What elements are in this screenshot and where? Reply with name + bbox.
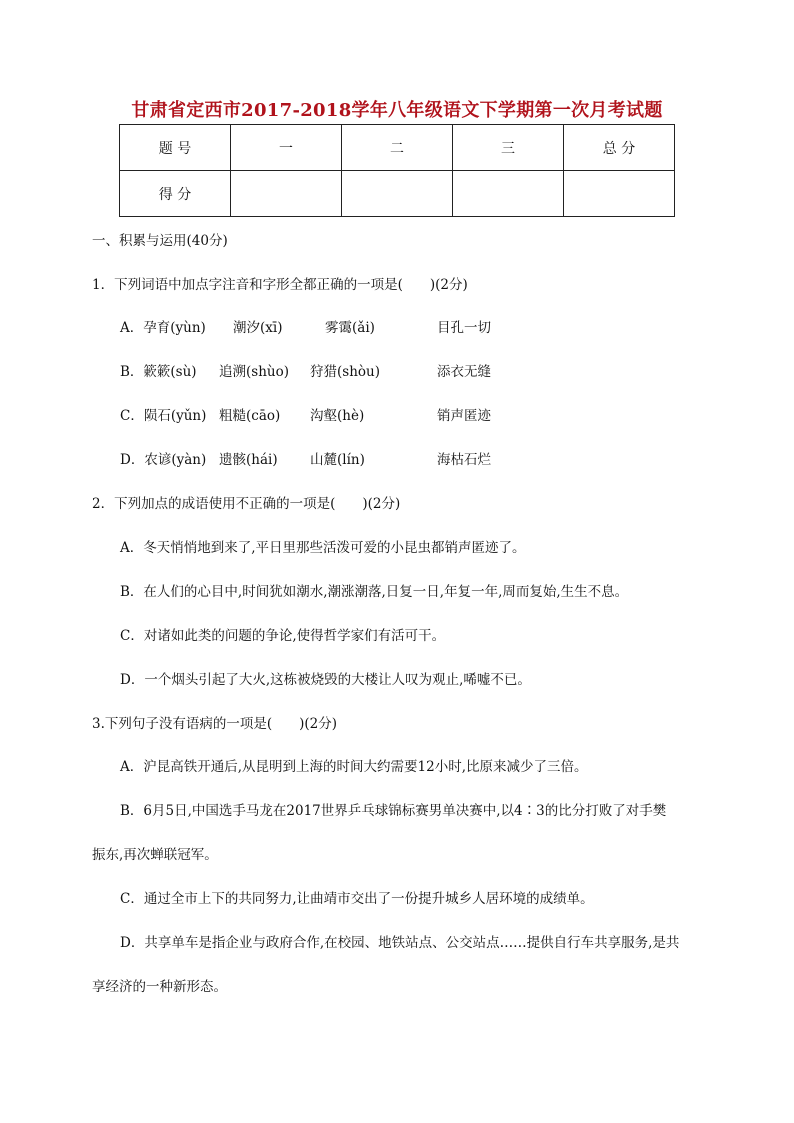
- score-header-cell: 总 分: [564, 125, 675, 171]
- option-word: 潮汐(xī): [233, 320, 283, 336]
- option-word: 遗骸(hái): [219, 452, 278, 468]
- question-3-option-b-continued: 振东,再次蝉联冠军。: [92, 847, 218, 863]
- section-heading: 一、积累与运用(40分): [92, 233, 228, 249]
- question-3-option-c: C．通过全市上下的共同努力,让曲靖市交出了一份提升城乡人居环境的成绩单。: [120, 891, 594, 907]
- score-table: [119, 124, 675, 217]
- score-cell: [564, 171, 675, 217]
- score-header-cell: 一: [231, 125, 342, 171]
- question-3-option-d: D．共享单车是指企业与政府合作,在校园、地铁站点、公交站点……提供自行车共享服务,是共: [120, 935, 680, 951]
- score-cell: [231, 171, 342, 217]
- score-header-cell: 二: [342, 125, 453, 171]
- option-word: D．农谚(yàn): [120, 452, 207, 468]
- question-1-stem: 1．下列词语中加点字注音和字形全都正确的一项是( )(2分): [92, 277, 468, 293]
- option-word: 山麓(lín): [310, 452, 365, 468]
- question-2-option-a: A．冬天悄悄地到来了,平日里那些活泼可爱的小昆虫都销声匿迹了。: [120, 540, 526, 556]
- option-word: 粗糙(cāo): [219, 408, 281, 424]
- option-word: 销声匿迹: [437, 408, 491, 424]
- question-2-option-d: D．一个烟头引起了大火,这栋被烧毁的大楼让人叹为观止,唏嘘不已。: [120, 672, 531, 688]
- option-word: B．簌簌(sù): [120, 364, 197, 380]
- option-word: 沟壑(hè): [310, 408, 365, 424]
- score-cell: [342, 171, 453, 217]
- question-2-stem: 2．下列加点的成语使用不正确的一项是( )(2分): [92, 496, 401, 512]
- question-2-option-c: C．对诸如此类的问题的争论,使得哲学家们有活可干。: [120, 628, 446, 644]
- option-word: 雾霭(ǎi): [325, 320, 375, 336]
- question-2-option-b: B．在人们的心目中,时间犹如潮水,潮涨潮落,日复一日,年复一年,周而复始,生生不息。: [120, 584, 629, 600]
- option-word: A．孕育(yùn): [120, 320, 206, 336]
- exam-title: 甘肃省定西市2017-2018学年八年级语文下学期第一次月考试题: [131, 100, 663, 121]
- option-word: C．陨石(yǔn): [120, 408, 207, 424]
- option-word: 狩猎(shòu): [310, 364, 380, 380]
- option-word: 添衣无缝: [437, 364, 491, 380]
- score-header-cell: 三: [453, 125, 564, 171]
- option-word: 海枯石烂: [437, 452, 491, 468]
- score-header-cell: 题 号: [120, 125, 231, 171]
- question-3-stem: 3.下列句子没有语病的一项是( )(2分): [92, 716, 338, 732]
- option-word: 目孔一切: [437, 320, 491, 336]
- score-row-label: 得 分: [120, 171, 231, 217]
- score-cell: [453, 171, 564, 217]
- question-3-option-b: B．6月5日,中国选手马龙在2017世界乒乓球锦标赛男单决赛中,以4∶3的比分打败了对手樊: [120, 803, 667, 819]
- question-3-option-a: A．沪昆高铁开通后,从昆明到上海的时间大约需要12小时,比原来减少了三倍。: [120, 759, 588, 775]
- score-table-header-row: [120, 125, 675, 171]
- question-3-option-d-continued: 享经济的一种新形态。: [92, 979, 227, 995]
- score-table-score-row: [120, 171, 675, 217]
- option-word: 追溯(shùo): [219, 364, 289, 380]
